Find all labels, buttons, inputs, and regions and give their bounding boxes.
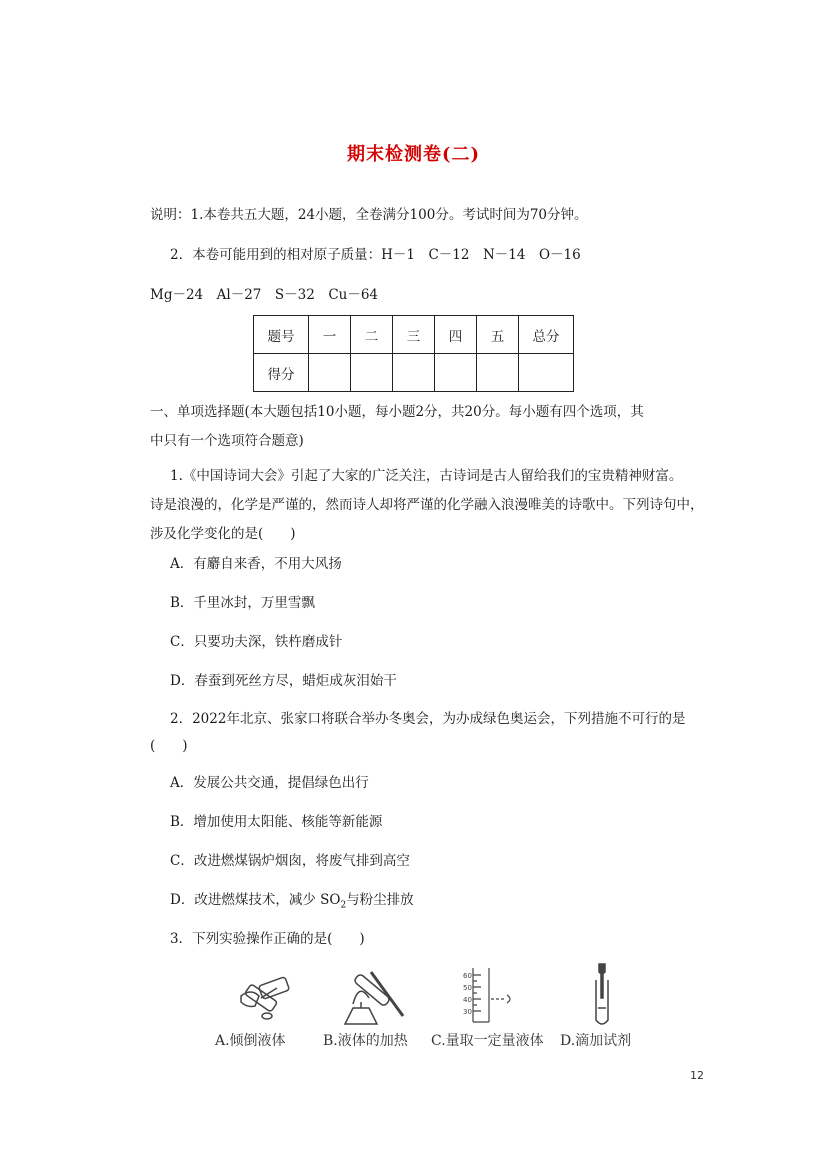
- q2-option-d: [170, 888, 414, 911]
- intro-line-2: 2．本卷可能用到的相对原子质量：H－1 C－12 N－14 O－16: [170, 247, 581, 263]
- q1-option-d: D．春蚕到死丝方尽，蜡炬成灰泪始干: [170, 673, 397, 689]
- heating-liquid-illustration: [323, 958, 433, 1028]
- so2-subscript: 2: [340, 900, 347, 911]
- cylinder-tick-label: 60: [463, 972, 472, 980]
- figure-c-caption: C.量取一定量液体: [431, 1033, 544, 1049]
- q1-option-b: B．千里冰封，万里雪飘: [170, 595, 315, 611]
- cylinder-tick-label: 40: [463, 996, 472, 1004]
- score-table-cell: 得分: [254, 354, 309, 392]
- page-title: 期末检测卷(二): [346, 144, 481, 165]
- section1-heading-line-1: 一、单项选择题(本大题包括10小题，每小题2分，共20分。每小题有四个选项，其: [150, 404, 644, 420]
- q1-text-line-1: 1.《中国诗词大会》引起了大家的广泛关注，古诗词是古人留给我们的宝贵精神财富。: [170, 468, 683, 484]
- q2-option-c: C．改进燃煤锅炉烟囱，将废气排到高空: [170, 853, 410, 869]
- score-table-cell: 总分: [519, 316, 574, 354]
- q3-figures: [215, 958, 645, 1058]
- q2-option-d-text-end: 与粉尘排放: [346, 892, 414, 908]
- q1-option-c: C．只要功夫深，铁杵磨成针: [170, 634, 343, 650]
- cylinder-tick-label: 30: [463, 1008, 472, 1016]
- intro-line-1: 说明：1.本卷共五大题，24小题，全卷满分100分。考试时间为70分钟。: [150, 207, 588, 223]
- figure-d: [560, 958, 670, 1058]
- figure-b-caption: B.液体的加热: [323, 1033, 408, 1049]
- q1-text-line-3: 涉及化学变化的是( ): [150, 526, 296, 542]
- q2-option-d-text: D．改进燃煤技术，减少 SO: [170, 892, 341, 908]
- score-table-cell: 五: [477, 316, 519, 354]
- score-blank-cell: [477, 354, 519, 392]
- section1-heading-line-2: 中只有一个选项符合题意): [150, 433, 304, 449]
- graduated-cylinder-illustration: [431, 958, 541, 1028]
- score-table-header-row: [254, 316, 574, 354]
- score-table-cell: 二: [351, 316, 393, 354]
- figure-a-caption: A.倾倒液体: [215, 1033, 286, 1049]
- score-table-cell: 三: [393, 316, 435, 354]
- q2-option-a: A．发展公共交通，提倡绿色出行: [170, 775, 369, 791]
- score-blank-cell: [435, 354, 477, 392]
- figure-d-caption: D.滴加试剂: [560, 1033, 632, 1049]
- cylinder-tick-label: 50: [463, 984, 472, 992]
- q2-text-line-1: 2．2022年北京、张家口将联合举办冬奥会，为办成绿色奥运会，下列措施不可行的是: [170, 711, 686, 727]
- figure-b: [323, 958, 433, 1058]
- q2-option-b: B．增加使用太阳能、核能等新能源: [170, 814, 383, 830]
- score-table-score-row: [254, 354, 574, 392]
- score-table-cell: 一: [309, 316, 351, 354]
- q2-text-line-2: ( ): [150, 738, 188, 754]
- score-table: [253, 315, 574, 392]
- dropper-test-tube-illustration: [560, 958, 670, 1028]
- figure-a: [215, 958, 325, 1058]
- q1-text-line-2: 诗是浪漫的，化学是严谨的，然而诗人却将严谨的化学融入浪漫唯美的诗歌中。下列诗句中，: [150, 497, 704, 513]
- pouring-liquid-illustration: [215, 958, 325, 1028]
- figure-c: [431, 958, 544, 1058]
- score-table-cell: 四: [435, 316, 477, 354]
- intro-line-3: Mg－24 Al－27 S－32 Cu－64: [150, 287, 379, 303]
- score-blank-cell: [519, 354, 574, 392]
- q3-text: 3．下列实验操作正确的是( ): [170, 931, 365, 947]
- score-blank-cell: [309, 354, 351, 392]
- score-table-cell: 题号: [254, 316, 309, 354]
- q1-option-a: A．有麝自来香，不用大风扬: [170, 556, 342, 572]
- score-blank-cell: [393, 354, 435, 392]
- page-number: 12: [690, 1069, 704, 1082]
- score-blank-cell: [351, 354, 393, 392]
